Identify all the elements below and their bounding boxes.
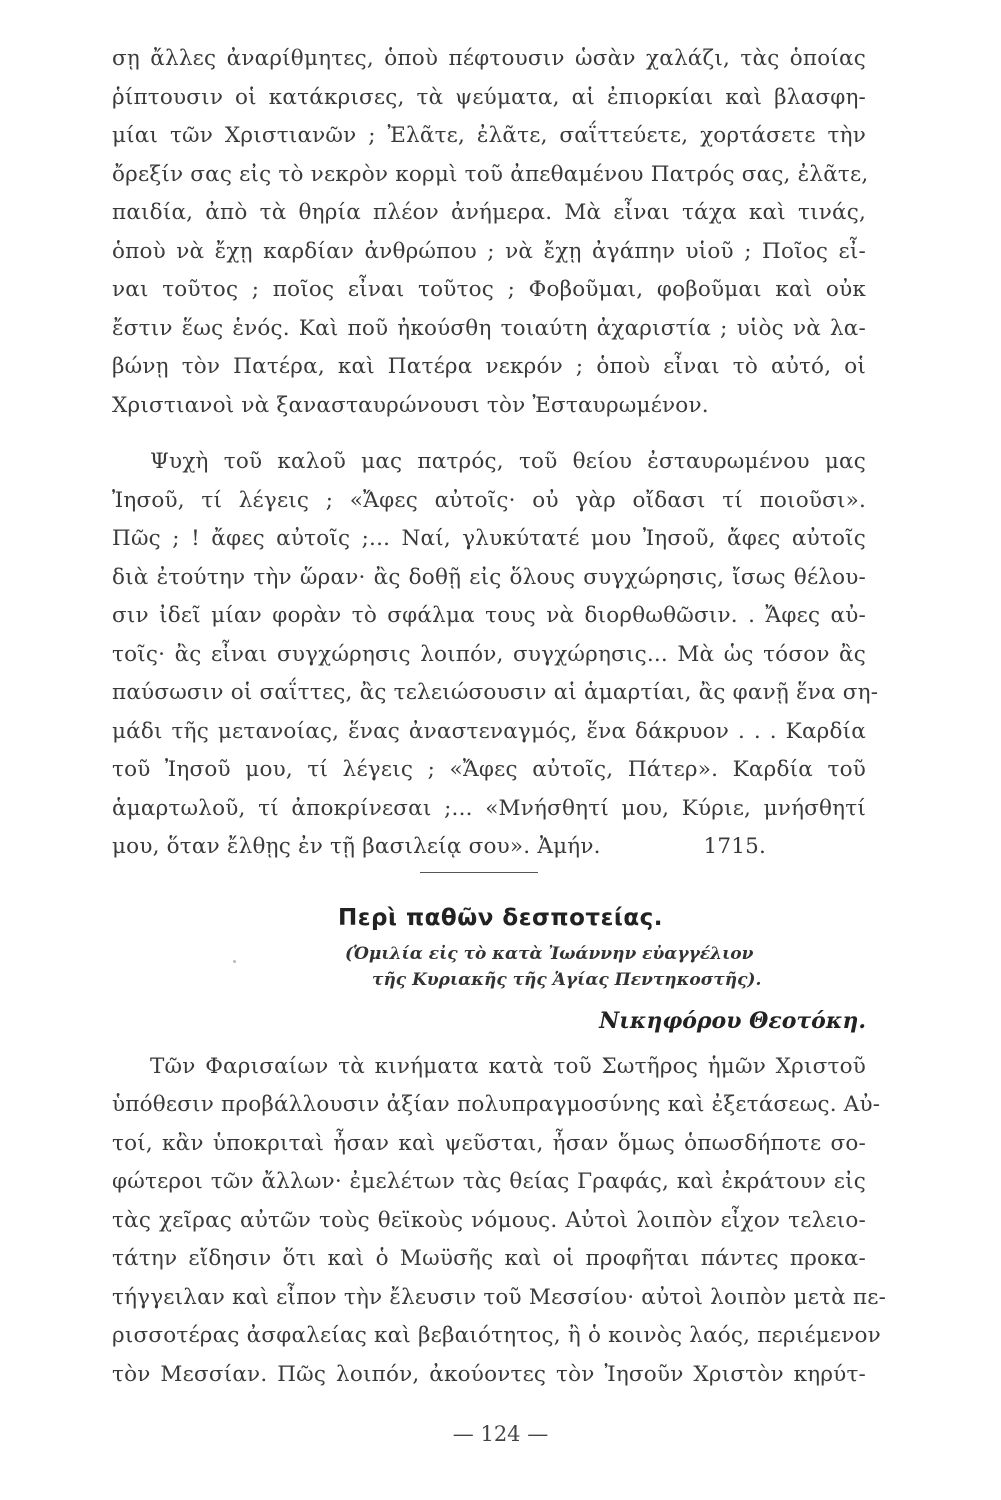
text-line: ρισσοτέρας ἀσφαλείας καὶ βεβαιότητος, ἢ ὁ κοινὸς λαός, περιέμενον [112, 1323, 881, 1348]
speck-decoration [233, 960, 236, 963]
text-line: Ψυχὴ τοῦ καλοῦ μας πατρός, τοῦ θείου ἐσταυρωμένου μας [150, 449, 866, 474]
text-line: τοῖς· ἂς εἶναι συγχώρησις λοιπόν, συγχώρησις... Μὰ ὡς τόσον ἂς [112, 642, 866, 667]
text-line: παύσωσιν οἱ σαΐττες, ἂς τελειώσουσιν αἱ ἁμαρτίαι, ἂς φανῇ ἕνα ση- [112, 680, 879, 705]
page-number: — 124 — [452, 1422, 549, 1446]
text-line: Χριστιανοὶ νὰ ξανασταυρώνουσι τὸν Ἐσταυρωμένον. [112, 393, 709, 418]
text-line: τοί, κἂν ὑποκριταὶ ἦσαν καὶ ψεῦσται, ἦσαν ὅμως ὁπωσδήποτε σο- [112, 1131, 866, 1156]
text-line: ὄρεξίν σας εἰς τὸ νεκρὸν κορμὶ τοῦ ἀπεθαμένου Πατρός σας, ἐλᾶτε, [112, 162, 869, 187]
text-line: βώνῃ τὸν Πατέρα, καὶ Πατέρα νεκρόν ; ὁποὺ εἶναι τὸ αὐτό, οἱ [112, 354, 866, 379]
section-title: Περὶ παθῶν δεσποτείας. [337, 905, 664, 931]
text-line: ῥίπτουσιν οἱ κατάκρισες, τὰ ψεύματα, αἱ ἐπιορκίαι καὶ βλασφη- [112, 85, 866, 110]
text-line [112, 832, 866, 862]
year-label: 1715. [703, 834, 766, 859]
author-name: Νικηφόρου Θεοτόκη. [599, 1008, 866, 1034]
text-line: παιδία, ἀπὸ τὰ θηρία πλέον ἀνήμερα. Μὰ εἶναι τάχα καὶ τινάς, [112, 200, 866, 225]
text-line: Πῶς ; ! ἄφες αὐτοῖς ;... Ναί, γλυκύτατέ μου Ἰησοῦ, ἄφες αὐτοῖς [112, 526, 866, 551]
text-line: τοῦ Ἰησοῦ μου, τί λέγεις ; «Ἄφες αὐτοῖς, Πάτερ». Καρδία τοῦ [112, 757, 866, 782]
section-divider [420, 872, 538, 873]
section-subtitle-line1: (Ὁμιλία εἰς τὸ κατὰ Ἰωάννην εὐαγγέλιον [345, 944, 754, 964]
text-line: τάτην εἴδησιν ὅτι καὶ ὁ Μωϋσῆς καὶ οἱ προφῆται πάντες προκα- [112, 1246, 866, 1271]
text-line: Τῶν Φαρισαίων τὰ κινήματα κατὰ τοῦ Σωτῆρος ἡμῶν Χριστοῦ [150, 1054, 866, 1079]
text-line: μίαι τῶν Χριστιανῶν ; Ἐλᾶτε, ἐλᾶτε, σαΐττεύετε, χορτάσετε τὴν [112, 123, 866, 148]
text-line: ναι τοῦτος ; ποῖος εἶναι τοῦτος ; Φοβοῦμαι, φοβοῦμαι καὶ οὐκ [112, 277, 866, 302]
text-line: ἁμαρτωλοῦ, τί ἀποκρίνεσαι ;... «Μνήσθητί μου, Κύριε, μνήσθητί [112, 796, 866, 821]
text-line: σῃ ἄλλες ἀναρίθμητες, ὁποὺ πέφτουσιν ὡσὰν χαλάζι, τὰς ὁποίας [112, 46, 866, 71]
text-line-content: μου, ὅταν ἔλθῃς ἐν τῇ βασιλείᾳ σου». Ἀμήν. [112, 834, 601, 859]
text-line: μάδι τῆς μετανοίας, ἕνας ἀναστεναγμός, ἕνα δάκρυον . . . Καρδία [112, 719, 866, 744]
text-line: ὑπόθεσιν προβάλλουσιν ἀξίαν πολυπραγμοσύνης καὶ ἐξετάσεως. Αὐ- [112, 1092, 881, 1117]
text-line: ἔστιν ἕως ἑνός. Καὶ ποῦ ἠκούσθη τοιαύτη ἀχαριστία ; υἱὸς νὰ λα- [112, 316, 866, 341]
text-line: τὸν Μεσσίαν. Πῶς λοιπόν, ἀκούοντες τὸν Ἰησοῦν Χριστὸν κηρύτ- [112, 1362, 866, 1387]
text-line: ὁποὺ νὰ ἔχῃ καρδίαν ἀνθρώπου ; νὰ ἔχῃ ἀγάπην υἱοῦ ; Ποῖος εἶ- [112, 239, 866, 264]
text-line: τήγγειλαν καὶ εἶπον τὴν ἔλευσιν τοῦ Μεσσίου· αὐτοὶ λοιπὸν μετὰ πε- [112, 1285, 887, 1310]
section-subtitle-line2: τῆς Κυριακῆς τῆς Ἁγίας Πεντηκοστῆς). [372, 970, 762, 990]
text-line: σιν ἰδεῖ μίαν φορὰν τὸ σφάλμα τους νὰ διορθωθῶσιν. . Ἄφες αὐ- [112, 603, 866, 628]
text-line: τὰς χεῖρας αὐτῶν τοὺς θεϊκοὺς νόμους. Αὐτοὶ λοιπὸν εἶχον τελειο- [112, 1208, 866, 1233]
text-line: διὰ ἐτούτην τὴν ὥραν· ἂς δοθῇ εἰς ὅλους συγχώρησις, ἴσως θέλου- [112, 565, 866, 590]
text-line: Ἰησοῦ, τί λέγεις ; «Ἄφες αὐτοῖς· οὐ γὰρ οἴδασι τί ποιοῦσι». [112, 488, 866, 513]
text-line: φώτεροι τῶν ἄλλων· ἐμελέτων τὰς θείας Γραφάς, καὶ ἐκράτουν εἰς [112, 1169, 866, 1194]
